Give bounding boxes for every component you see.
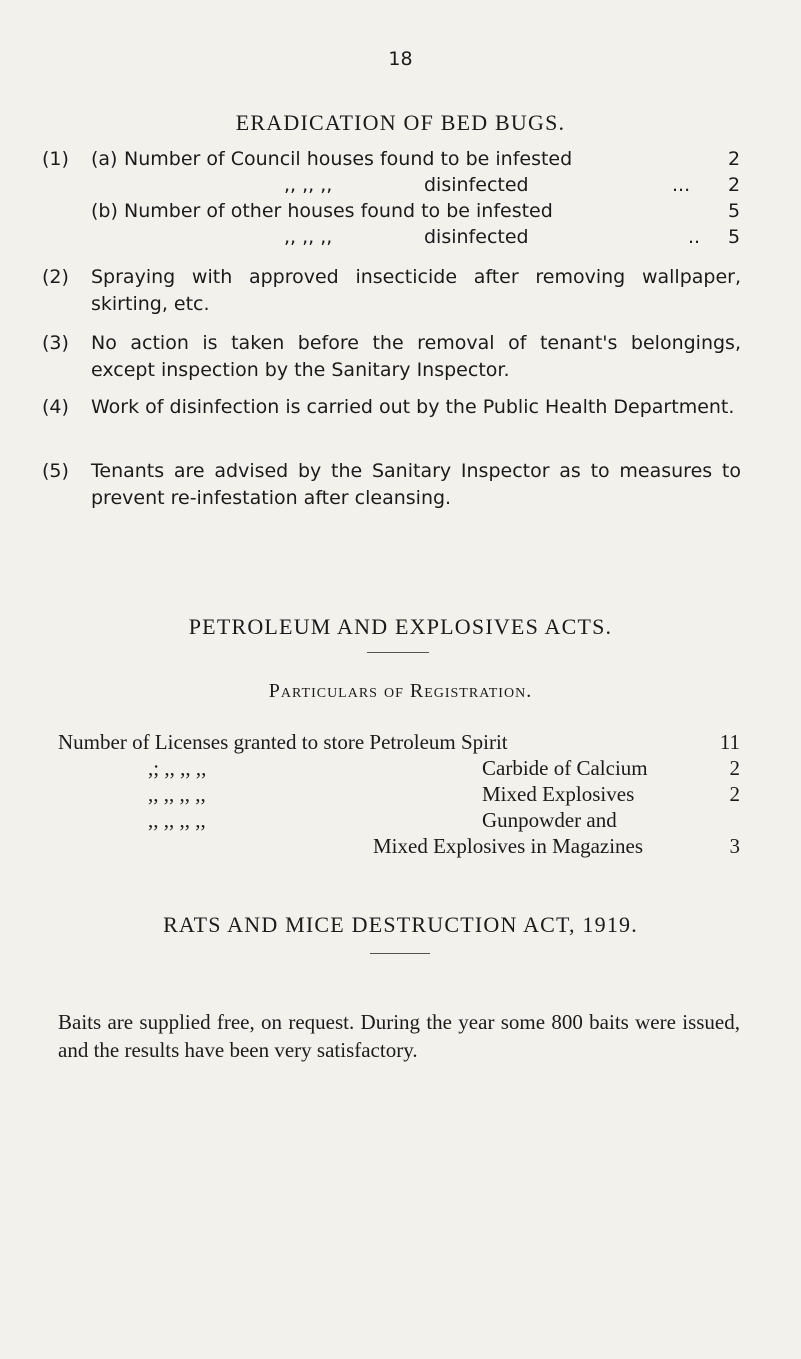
item-1a-text: Number of Council houses found to be infested	[124, 148, 573, 170]
item-1-label: (1)	[42, 148, 69, 170]
item-4-text: Work of disinfection is carried out by the Public Health Department.	[91, 396, 735, 418]
licenses-row-1-text: Number of Licenses granted to store Petroleum Spirit	[58, 730, 508, 754]
item-1b-value: 5	[728, 200, 741, 222]
item-1b2-ditto: ,, ,, ,,	[284, 226, 333, 248]
item-1b2-text: disinfected	[424, 226, 529, 248]
item-1b2-value: 5	[728, 226, 741, 248]
item-1a-value: 2	[728, 148, 741, 170]
licenses-row-3-text: Mixed Explosives	[482, 782, 635, 806]
licenses-row-5-text: Mixed Explosives in Magazines	[373, 834, 644, 858]
item-1a2-text: disinfected	[424, 174, 529, 196]
rats-paragraph: Baits are supplied free, on request. During the year some 800 baits were issued, and the results have been very satisfactory.	[58, 1010, 740, 1062]
licenses-row-5-value: 3	[729, 834, 740, 858]
licenses-row-1-value: 11	[719, 730, 740, 754]
licenses-row-3-ditto: ,, ,, ,, ,,	[148, 782, 206, 806]
item-1a2-ditto: ,, ,, ,,	[284, 174, 333, 196]
title-underline-rule	[367, 652, 429, 653]
item-2-text: Spraying with approved insecticide after removing wallpaper, skirting, etc.	[91, 266, 741, 315]
petroleum-title: PETROLEUM AND EXPLOSIVES ACTS.	[188, 614, 613, 639]
item-1b-label: (b)	[91, 200, 118, 222]
licenses-row-4-ditto: ,, ,, ,, ,,	[148, 808, 206, 832]
item-1b2-dots: ..	[688, 226, 701, 248]
licenses-row-2-text: Carbide of Calcium	[482, 756, 648, 780]
licenses-row-4-text: Gunpowder and	[482, 808, 617, 832]
item-1a2-dots: ...	[672, 174, 691, 196]
item-3-label: (3)	[42, 332, 69, 354]
page-number: 18	[388, 48, 413, 70]
licenses-row-2-ditto: ,; ,, ,, ,,	[148, 756, 207, 780]
registration-subtitle: Particulars of Registration.	[268, 680, 533, 702]
item-4-label: (4)	[42, 396, 69, 418]
rats-title: RATS AND MICE DESTRUCTION ACT, 1919.	[163, 912, 638, 937]
bed-bugs-title: ERADICATION OF BED BUGS.	[235, 110, 566, 135]
item-1a-label: (a)	[91, 148, 118, 170]
licenses-row-3-value: 2	[729, 782, 740, 806]
item-1a2-value: 2	[728, 174, 741, 196]
item-1b-text: Number of other houses found to be infested	[124, 200, 553, 222]
rats-title-underline-rule	[370, 953, 430, 954]
item-2-label: (2)	[42, 266, 69, 288]
licenses-row-2-value: 2	[729, 756, 740, 780]
item-5-text: Tenants are advised by the Sanitary Inspector as to measures to prevent re-infestation after cleansing.	[91, 460, 741, 509]
item-3-text: No action is taken before the removal of tenant's belongings, except inspection by the Sanitary Inspector.	[91, 332, 741, 381]
item-5-label: (5)	[42, 460, 69, 482]
